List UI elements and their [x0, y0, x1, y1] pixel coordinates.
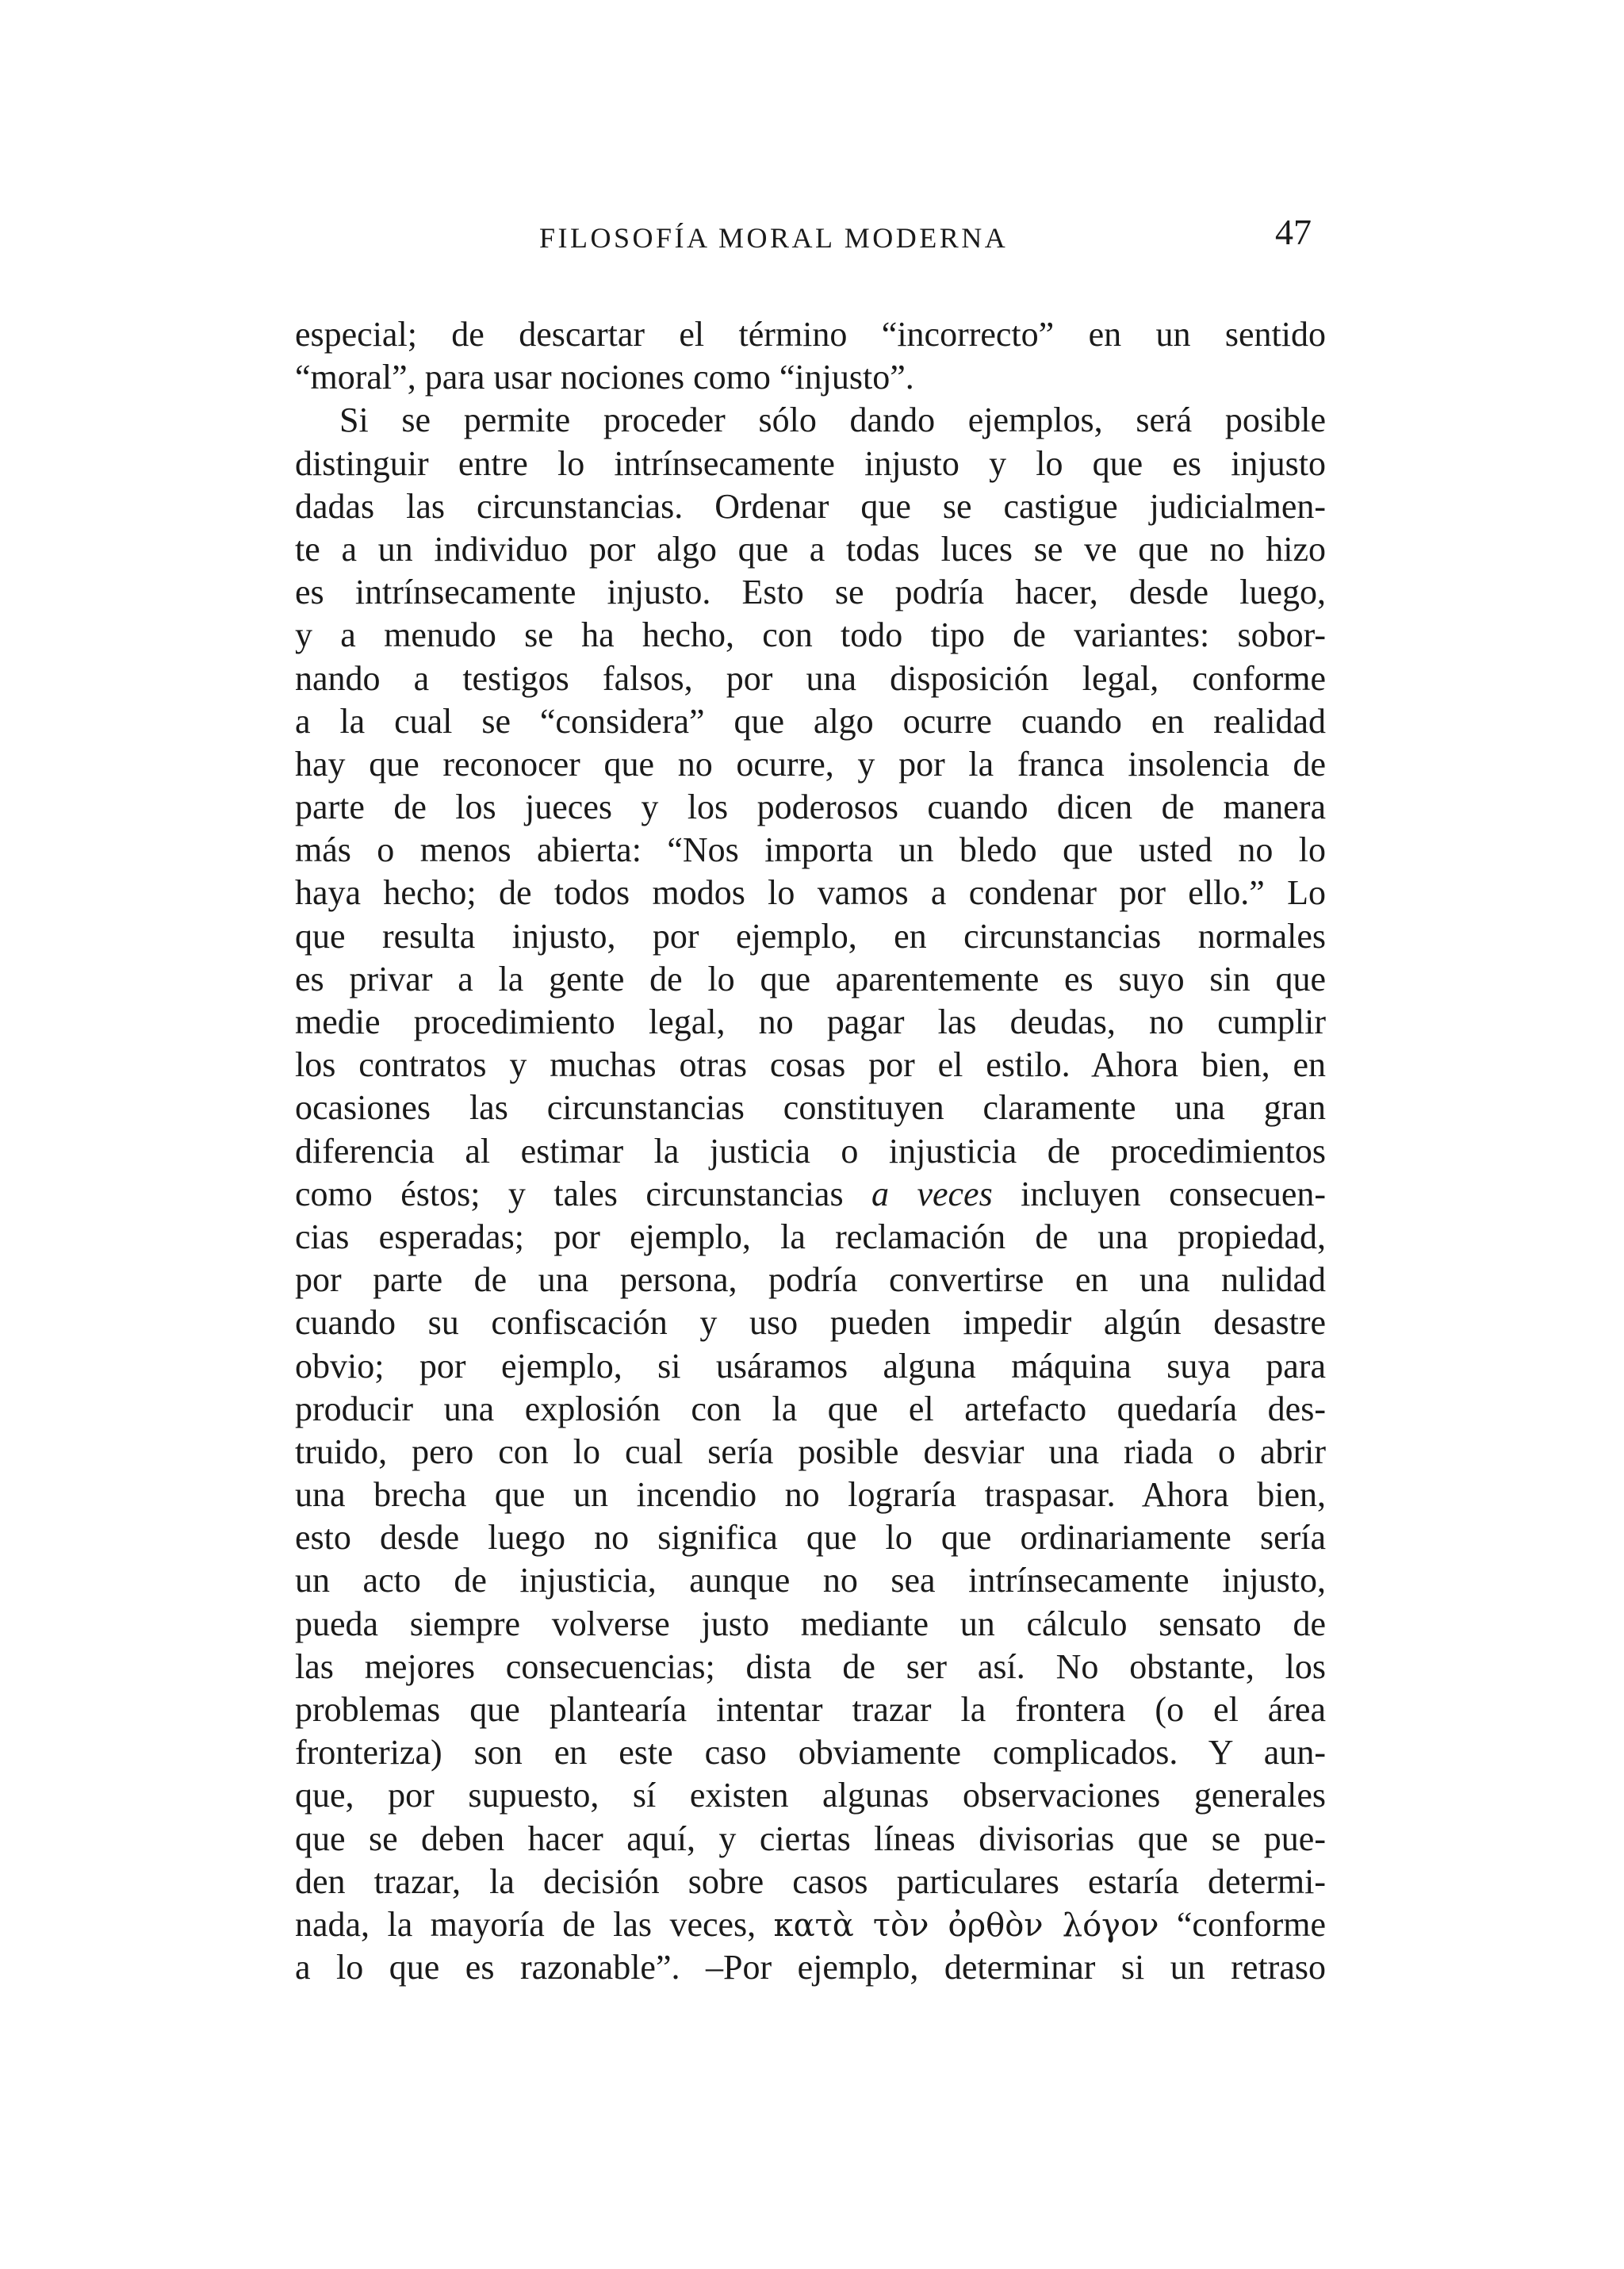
text-line-26: producir una explosión con la que el artefacto quedaría des- — [295, 1389, 1326, 1428]
text-line-28: una brecha que un incendio no lograría traspasar. Ahora bien, — [295, 1475, 1326, 1515]
running-title: FILOSOFÍA MORAL MODERNA — [539, 222, 1009, 254]
text-line-34: fronteriza) son en este caso obviamente complicados. Y aun- — [295, 1733, 1326, 1773]
text-line-4: distinguir entre lo intrínsecamente injusto y lo que es injusto — [295, 443, 1326, 483]
text-line-7: es intrínsecamente injusto. Esto se podría hacer, desde luego, — [295, 573, 1326, 612]
text-line-14: haya hecho; de todos modos lo vamos a condenar por ello.” Lo — [295, 873, 1326, 913]
line-38-before-greek: nada, la mayoría de las veces, — [295, 1904, 774, 1944]
text-line-2: “moral”, para usar nociones como “injusto”. — [295, 358, 914, 397]
text-line-19: ocasiones las circunstancias constituyen claramente una gran — [295, 1088, 1326, 1128]
italic-emphasis-a-veces: a veces — [871, 1174, 993, 1213]
page-number: 47 — [1275, 212, 1312, 252]
running-head — [295, 214, 1326, 262]
text-line-22: cias esperadas; por ejemplo, la reclamación de una propiedad, — [295, 1217, 1326, 1256]
text-line-6: te a un individuo por algo que a todas luces se ve que no hizo — [295, 529, 1326, 569]
text-line-39: a lo que es razonable”. –Por ejemplo, determinar si un retraso — [295, 1948, 1326, 1987]
text-line-24: cuando su confiscación y uso pueden impedir algún desastre — [295, 1303, 1326, 1343]
text-line-3: Si se permite proceder sólo dando ejemplos, será posible — [339, 401, 1326, 440]
text-line-9: nando a testigos falsos, por una disposición legal, conforme — [295, 658, 1326, 698]
text-line-27: truido, pero con lo cual sería posible desviar una riada o abrir — [295, 1432, 1326, 1471]
text-line-11: hay que reconocer que no ocurre, y por la franca insolencia de — [295, 744, 1326, 784]
text-line-13: más o menos abierta: “Nos importa un bledo que usted no lo — [295, 830, 1326, 870]
line-21-before-emphasis: como éstos; y tales circunstancias — [295, 1174, 872, 1213]
text-line-32: las mejores consecuencias; dista de ser así. No obstante, los — [295, 1646, 1326, 1686]
text-line-1: especial; de descartar el término “incorrecto” en un sentido — [295, 315, 1326, 354]
text-line-8: y a menudo se ha hecho, con todo tipo de variantes: sobor- — [295, 615, 1326, 655]
text-line-12: parte de los jueces y los poderosos cuando dicen de manera — [295, 788, 1326, 827]
text-line-31: pueda siempre volverse justo mediante un cálculo sensato de — [295, 1604, 1326, 1643]
text-line-20: diferencia al estimar la justicia o injusticia de procedimientos — [295, 1131, 1326, 1171]
text-line-18: los contratos y muchas otras cosas por el estilo. Ahora bien, en — [295, 1045, 1326, 1085]
text-line-29: esto desde luego no significa que lo que ordinariamente sería — [295, 1518, 1326, 1558]
line-21-after-emphasis: incluyen consecuen- — [992, 1174, 1326, 1213]
text-line-5: dadas las circunstancias. Ordenar que se castigue judicialmen- — [295, 486, 1326, 526]
text-line-10: a la cual se “considera” que algo ocurre cuando en realidad — [295, 701, 1326, 741]
text-line-33: problemas que plantearía intentar trazar la frontera (o el área — [295, 1690, 1326, 1729]
text-line-36: que se deben hacer aquí, y ciertas líneas divisorias que se pue- — [295, 1819, 1326, 1858]
text-line-25: obvio; por ejemplo, si usáramos alguna máquina suya para — [295, 1346, 1326, 1386]
text-line-23: por parte de una persona, podría convertirse en una nulidad — [295, 1260, 1326, 1300]
greek-phrase: κατὰ τὸν ὀρθὸν λόγον — [773, 1907, 1159, 1944]
text-line-30: un acto de injusticia, aunque no sea intrínsecamente injusto, — [295, 1561, 1326, 1600]
text-line-15: que resulta injusto, por ejemplo, en circunstancias normales — [295, 916, 1326, 956]
text-line-38 — [295, 1903, 1326, 1946]
text-line-37: den trazar, la decisión sobre casos particulares estaría determi- — [295, 1861, 1326, 1901]
line-38-after-greek: “conforme — [1159, 1904, 1326, 1944]
body-text — [295, 313, 1326, 1989]
text-line-16: es privar a la gente de lo que aparentemente es suyo sin que — [295, 959, 1326, 998]
text-line-21 — [295, 1173, 1326, 1216]
text-line-35: que, por supuesto, sí existen algunas observaciones generales — [295, 1776, 1326, 1815]
text-line-17: medie procedimiento legal, no pagar las deudas, no cumplir — [295, 1002, 1326, 1041]
